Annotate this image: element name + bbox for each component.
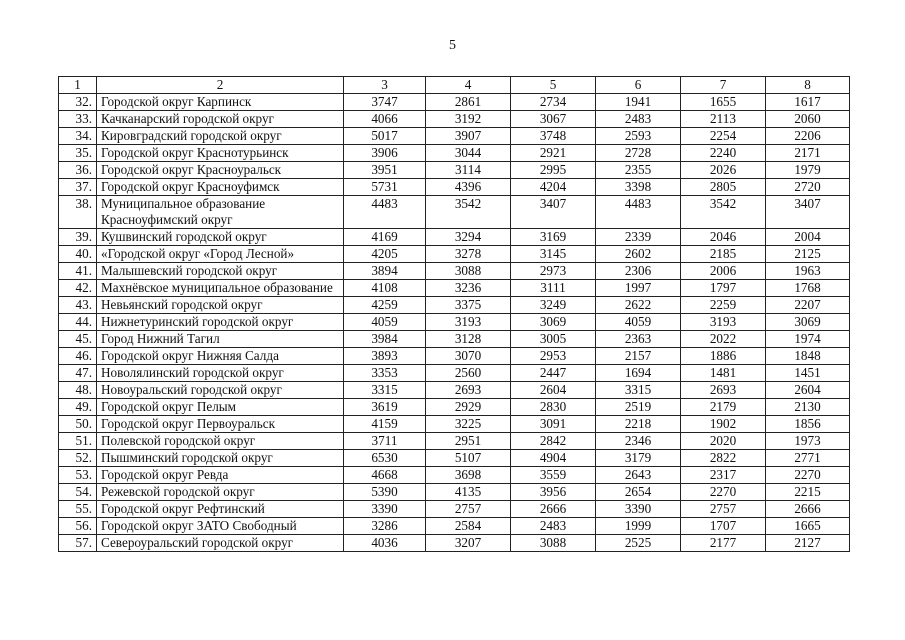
municipality-name: Городской округ Красноуральск [97,162,344,179]
value-cell: 3907 [426,128,511,145]
value-cell: 1963 [766,263,850,280]
value-cell: 2060 [766,111,850,128]
table-row [59,467,850,484]
value-cell: 3236 [426,280,511,297]
row-number: 52. [59,450,97,467]
value-cell: 1617 [766,94,850,111]
value-cell: 3067 [511,111,596,128]
column-header: 5 [511,77,596,94]
value-cell: 3088 [426,263,511,280]
row-number: 35. [59,145,97,162]
value-cell: 3044 [426,145,511,162]
municipality-name: Кировградский городской округ [97,128,344,145]
value-cell: 2728 [596,145,681,162]
value-cell: 2130 [766,399,850,416]
value-cell: 4036 [344,535,426,552]
value-cell: 5390 [344,484,426,501]
municipality-name: Полевской городской округ [97,433,344,450]
value-cell: 4259 [344,297,426,314]
value-cell: 3390 [344,501,426,518]
value-cell: 4108 [344,280,426,297]
table-row [59,246,850,263]
value-cell: 4483 [596,196,681,229]
value-cell: 2355 [596,162,681,179]
value-cell: 3088 [511,535,596,552]
row-number: 43. [59,297,97,314]
value-cell: 3956 [511,484,596,501]
value-cell: 3193 [426,314,511,331]
value-cell: 3207 [426,535,511,552]
row-number: 47. [59,365,97,382]
value-cell: 3390 [596,501,681,518]
value-cell: 2654 [596,484,681,501]
table-row [59,501,850,518]
column-header: 4 [426,77,511,94]
value-cell: 4159 [344,416,426,433]
value-cell: 2006 [681,263,766,280]
value-cell: 2921 [511,145,596,162]
value-cell: 2171 [766,145,850,162]
municipality-name: Муниципальное образование Красноуфимский округ [97,196,344,229]
municipality-name: Качканарский городской округ [97,111,344,128]
value-cell: 2951 [426,433,511,450]
value-cell: 2519 [596,399,681,416]
value-cell: 2206 [766,128,850,145]
value-cell: 3542 [426,196,511,229]
table-row [59,229,850,246]
municipality-name: Городской округ Рефтинский [97,501,344,518]
value-cell: 2693 [426,382,511,399]
value-cell: 1694 [596,365,681,382]
table-row [59,484,850,501]
municipality-name: Кушвинский городской округ [97,229,344,246]
row-number: 56. [59,518,97,535]
table-row [59,331,850,348]
value-cell: 4135 [426,484,511,501]
value-cell: 3249 [511,297,596,314]
value-cell: 2185 [681,246,766,263]
municipality-name: Новоуральский городской округ [97,382,344,399]
value-cell: 2622 [596,297,681,314]
row-number: 41. [59,263,97,280]
row-number: 40. [59,246,97,263]
value-cell: 2022 [681,331,766,348]
table-row [59,518,850,535]
row-number: 54. [59,484,97,501]
row-number: 57. [59,535,97,552]
value-cell: 2339 [596,229,681,246]
value-cell: 2270 [681,484,766,501]
value-cell: 3114 [426,162,511,179]
value-cell: 5017 [344,128,426,145]
value-cell: 2929 [426,399,511,416]
municipality-name: «Городской округ «Город Лесной» [97,246,344,263]
municipality-name: Невьянский городской округ [97,297,344,314]
value-cell: 2666 [766,501,850,518]
value-cell: 1979 [766,162,850,179]
value-cell: 5107 [426,450,511,467]
value-cell: 4396 [426,179,511,196]
row-number: 33. [59,111,97,128]
municipality-name: Городской округ Пелым [97,399,344,416]
value-cell: 3398 [596,179,681,196]
table-row [59,535,850,552]
value-cell: 2215 [766,484,850,501]
municipality-name: Городской округ ЗАТО Свободный [97,518,344,535]
value-cell: 2004 [766,229,850,246]
table-row [59,416,850,433]
value-cell: 2693 [681,382,766,399]
value-cell: 2593 [596,128,681,145]
value-cell: 3193 [681,314,766,331]
data-table [58,76,850,552]
value-cell: 3278 [426,246,511,263]
value-cell: 2734 [511,94,596,111]
value-cell: 2363 [596,331,681,348]
table-row [59,433,850,450]
table-row [59,145,850,162]
value-cell: 2861 [426,94,511,111]
row-number: 36. [59,162,97,179]
row-number: 44. [59,314,97,331]
table-row [59,399,850,416]
value-cell: 1886 [681,348,766,365]
municipality-name: Махнёвское муниципальное образование [97,280,344,297]
row-number: 51. [59,433,97,450]
municipality-name: Городской округ Карпинск [97,94,344,111]
row-number: 39. [59,229,97,246]
column-header: 6 [596,77,681,94]
municipality-name: Городской округ Нижняя Салда [97,348,344,365]
table-body [59,94,850,552]
table-header-row [59,77,850,94]
value-cell: 2157 [596,348,681,365]
value-cell: 3893 [344,348,426,365]
municipality-name: Пышминский городской округ [97,450,344,467]
table-row [59,111,850,128]
value-cell: 2604 [766,382,850,399]
value-cell: 3315 [596,382,681,399]
municipality-name: Малышевский городской округ [97,263,344,280]
value-cell: 3407 [511,196,596,229]
value-cell: 3747 [344,94,426,111]
row-number: 34. [59,128,97,145]
table-row [59,280,850,297]
value-cell: 2020 [681,433,766,450]
value-cell: 1481 [681,365,766,382]
row-number: 45. [59,331,97,348]
value-cell: 3005 [511,331,596,348]
value-cell: 3091 [511,416,596,433]
value-cell: 2046 [681,229,766,246]
value-cell: 4059 [596,314,681,331]
value-cell: 5731 [344,179,426,196]
value-cell: 3294 [426,229,511,246]
row-number: 55. [59,501,97,518]
row-number: 32. [59,94,97,111]
value-cell: 3906 [344,145,426,162]
row-number: 50. [59,416,97,433]
municipality-name: Городской округ Краснотурьинск [97,145,344,162]
value-cell: 2560 [426,365,511,382]
municipality-name: Городской округ Первоуральск [97,416,344,433]
value-cell: 3951 [344,162,426,179]
value-cell: 2306 [596,263,681,280]
value-cell: 3619 [344,399,426,416]
value-cell: 2771 [766,450,850,467]
table-row [59,450,850,467]
value-cell: 1665 [766,518,850,535]
value-cell: 2757 [426,501,511,518]
municipality-name: Нижнетуринский городской округ [97,314,344,331]
value-cell: 2666 [511,501,596,518]
table-row [59,348,850,365]
value-cell: 2483 [596,111,681,128]
value-cell: 2602 [596,246,681,263]
value-cell: 3542 [681,196,766,229]
value-cell: 2113 [681,111,766,128]
column-header: 1 [59,77,97,94]
table-row [59,314,850,331]
value-cell: 2127 [766,535,850,552]
municipality-name: Североуральский городской округ [97,535,344,552]
table-row [59,94,850,111]
table-row [59,263,850,280]
table-row [59,382,850,399]
value-cell: 2842 [511,433,596,450]
value-cell: 1973 [766,433,850,450]
value-cell: 3748 [511,128,596,145]
value-cell: 3179 [596,450,681,467]
value-cell: 1655 [681,94,766,111]
value-cell: 3698 [426,467,511,484]
value-cell: 4483 [344,196,426,229]
municipality-name: Городской округ Ревда [97,467,344,484]
value-cell: 3192 [426,111,511,128]
value-cell: 2822 [681,450,766,467]
value-cell: 3559 [511,467,596,484]
value-cell: 4169 [344,229,426,246]
value-cell: 3315 [344,382,426,399]
value-cell: 3711 [344,433,426,450]
value-cell: 1902 [681,416,766,433]
column-header: 7 [681,77,766,94]
value-cell: 2125 [766,246,850,263]
table-row [59,162,850,179]
value-cell: 4668 [344,467,426,484]
value-cell: 2805 [681,179,766,196]
municipality-name: Город Нижний Тагил [97,331,344,348]
value-cell: 3286 [344,518,426,535]
column-header: 2 [97,77,344,94]
value-cell: 2757 [681,501,766,518]
value-cell: 2179 [681,399,766,416]
table-row [59,179,850,196]
column-header: 3 [344,77,426,94]
value-cell: 3225 [426,416,511,433]
column-header: 8 [766,77,850,94]
value-cell: 2720 [766,179,850,196]
value-cell: 1974 [766,331,850,348]
value-cell: 1999 [596,518,681,535]
value-cell: 2584 [426,518,511,535]
value-cell: 2447 [511,365,596,382]
value-cell: 1707 [681,518,766,535]
value-cell: 1941 [596,94,681,111]
value-cell: 3145 [511,246,596,263]
table-row [59,365,850,382]
value-cell: 2953 [511,348,596,365]
value-cell: 2604 [511,382,596,399]
value-cell: 3111 [511,280,596,297]
row-number: 37. [59,179,97,196]
page-number: 5 [449,38,456,53]
value-cell: 4904 [511,450,596,467]
value-cell: 1997 [596,280,681,297]
value-cell: 2240 [681,145,766,162]
value-cell: 3070 [426,348,511,365]
table-row [59,128,850,145]
value-cell: 2525 [596,535,681,552]
row-number: 42. [59,280,97,297]
value-cell: 1451 [766,365,850,382]
value-cell: 2973 [511,263,596,280]
value-cell: 2643 [596,467,681,484]
table-row [59,196,850,229]
value-cell: 3169 [511,229,596,246]
value-cell: 1848 [766,348,850,365]
value-cell: 3984 [344,331,426,348]
table-row [59,297,850,314]
value-cell: 1856 [766,416,850,433]
value-cell: 2830 [511,399,596,416]
value-cell: 4205 [344,246,426,263]
value-cell: 3375 [426,297,511,314]
value-cell: 3069 [766,314,850,331]
value-cell: 2207 [766,297,850,314]
value-cell: 1768 [766,280,850,297]
municipality-name: Городской округ Красноуфимск [97,179,344,196]
value-cell: 2270 [766,467,850,484]
value-cell: 2259 [681,297,766,314]
value-cell: 1797 [681,280,766,297]
value-cell: 6530 [344,450,426,467]
value-cell: 2254 [681,128,766,145]
municipality-name: Режевской городской округ [97,484,344,501]
row-number: 49. [59,399,97,416]
value-cell: 2218 [596,416,681,433]
value-cell: 2346 [596,433,681,450]
value-cell: 2317 [681,467,766,484]
value-cell: 2177 [681,535,766,552]
row-number: 48. [59,382,97,399]
value-cell: 3128 [426,331,511,348]
municipality-name: Новолялинский городской округ [97,365,344,382]
value-cell: 4204 [511,179,596,196]
value-cell: 3353 [344,365,426,382]
value-cell: 3407 [766,196,850,229]
value-cell: 2483 [511,518,596,535]
value-cell: 2995 [511,162,596,179]
value-cell: 2026 [681,162,766,179]
value-cell: 3894 [344,263,426,280]
value-cell: 4059 [344,314,426,331]
row-number: 53. [59,467,97,484]
row-number: 46. [59,348,97,365]
row-number: 38. [59,196,97,229]
value-cell: 4066 [344,111,426,128]
value-cell: 3069 [511,314,596,331]
